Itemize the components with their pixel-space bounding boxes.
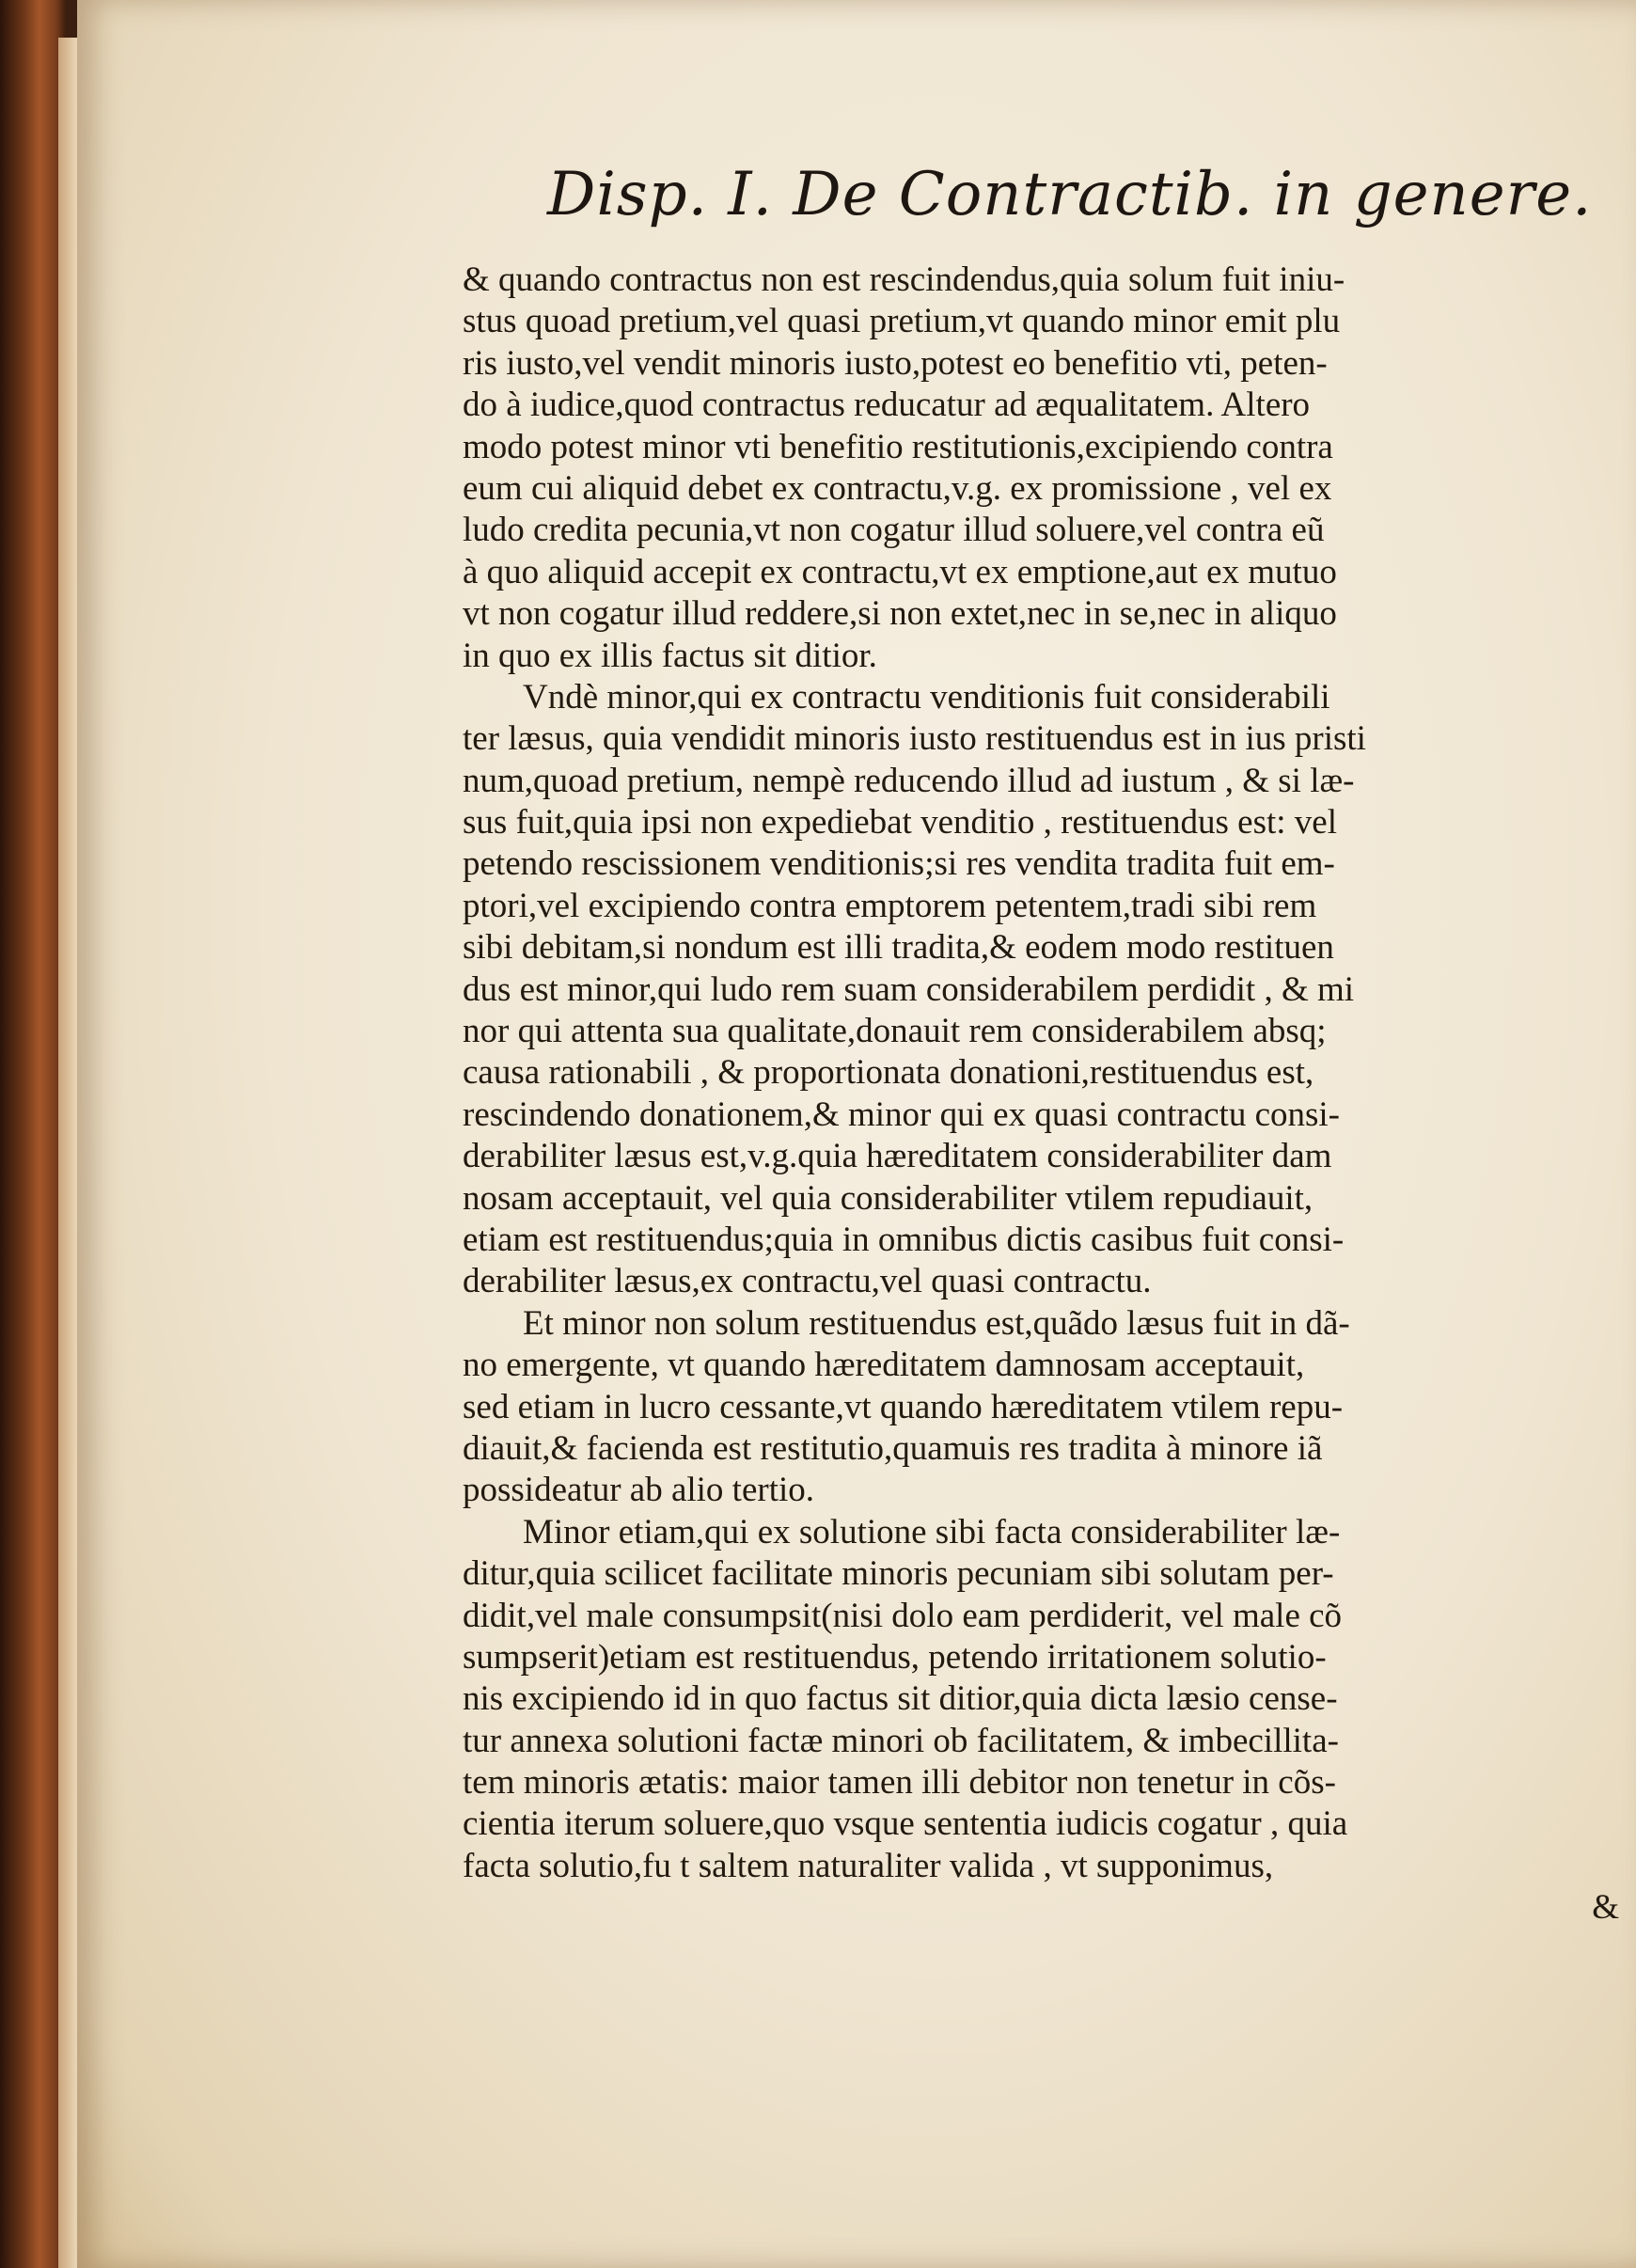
text-line: ptori,vel excipiendo contra emptorem petentem,tradi sibi rem bbox=[463, 886, 1317, 925]
text-line: tur annexa solutioni factæ minori ob facilitatem, & imbecillita- bbox=[463, 1721, 1339, 1760]
text-line: derabiliter læsus,ex contractu,vel quasi contractu. bbox=[463, 1262, 1152, 1301]
text-line: nor qui attenta sua qualitate,donauit rem considerabilem absq; bbox=[463, 1012, 1327, 1051]
text-line: do à iudice,quod contractus reducatur ad æqualitatem. Altero bbox=[463, 386, 1311, 425]
book-spine bbox=[0, 0, 66, 2268]
text-line: & quando contractus non est rescindendus,quia solum fuit iniu- bbox=[463, 260, 1345, 299]
book-page bbox=[77, 0, 1636, 2268]
text-line: nis excipiendo id in quo factus sit ditior,quia dicta læsio cense- bbox=[463, 1679, 1338, 1719]
text-line: no emergente, vt quando hæreditatem damnosam acceptauit, bbox=[463, 1346, 1305, 1385]
text-line: ditur,quia scilicet facilitate minoris pecuniam sibi solutam per- bbox=[463, 1554, 1334, 1594]
text-line: nosam acceptauit, vel quia considerabiliter vtilem repudiauit, bbox=[463, 1178, 1314, 1218]
text-line: petendo rescissionem venditionis;si res vendita tradita fuit em- bbox=[463, 844, 1335, 884]
text-line: ter læsus, quia vendidit minoris iusto restituendus est in ius pristi bbox=[463, 719, 1366, 759]
text-line: modo potest minor vti benefitio restitutionis,excipiendo contra bbox=[463, 427, 1333, 466]
text-line: in quo ex illis factus sit ditior. bbox=[463, 636, 877, 675]
text-line: diauit,& facienda est restitutio,quamuis res tradita à minore iã bbox=[463, 1428, 1323, 1468]
running-head: Disp. I. De Contractib. in genere. bbox=[547, 160, 1593, 229]
text-line: sus fuit,quia ipsi non expediebat venditio , restituendus est: vel bbox=[463, 803, 1337, 843]
text-line: derabiliter læsus est,v.g.quia hæreditatem considerabiliter dam bbox=[463, 1137, 1332, 1176]
body-text bbox=[463, 260, 1628, 1929]
catchword: & bbox=[1592, 1888, 1619, 1928]
text-line: sed etiam in lucro cessante,vt quando hæreditatem vtilem repu- bbox=[463, 1387, 1344, 1426]
text-line: eum cui aliquid debet ex contractu,v.g. ex promissione , vel ex bbox=[463, 468, 1332, 508]
text-line: etiam est restituendus;quia in omnibus dictis casibus fuit consi- bbox=[463, 1220, 1345, 1259]
text-line: ris iusto,vel vendit minoris iusto,potest eo benefitio vti, peten- bbox=[463, 343, 1328, 383]
text-line: Minor etiam,qui ex solutione sibi facta considerabiliter læ- bbox=[523, 1512, 1341, 1551]
text-line: tem minoris ætatis: maior tamen illi debitor non tenetur in cõs- bbox=[463, 1763, 1336, 1803]
text-line: sumpserit)etiam est restituendus, petendo irritationem solutio- bbox=[463, 1637, 1327, 1677]
text-line: Et minor non solum restituendus est,quãdo læsus fuit in dã- bbox=[523, 1303, 1350, 1343]
text-line: possideatur ab alio tertio. bbox=[463, 1471, 815, 1510]
text-line: sibi debitam,si nondum est illi tradita,& eodem modo restituen bbox=[463, 928, 1334, 968]
text-line: facta solutio,fu t saltem naturaliter valida , vt supponimus, bbox=[463, 1846, 1274, 1885]
text-line: vt non cogatur illud reddere,si non extet,nec in se,nec in aliquo bbox=[463, 594, 1337, 634]
text-line: rescindendo donationem,& minor qui ex quasi contractu consi- bbox=[463, 1095, 1340, 1134]
text-line: didit,vel male consumpsit(nisi dolo eam perdiderit, vel male cõ bbox=[463, 1596, 1343, 1635]
text-line: à quo aliquid accepit ex contractu,vt ex emptione,aut ex mutuo bbox=[463, 552, 1337, 591]
text-line: Vndè minor,qui ex contractu venditionis fuit considerabili bbox=[523, 677, 1330, 717]
text-line: num,quoad pretium, nempè reducendo illud ad iustum , & si læ- bbox=[463, 761, 1355, 800]
text-line: cientia iterum soluere,quo vsque sententia iudicis cogatur , quia bbox=[463, 1804, 1348, 1844]
text-line: ludo credita pecunia,vt non cogatur illud soluere,vel contra eũ bbox=[463, 511, 1325, 550]
text-line: stus quoad pretium,vel quasi pretium,vt quando minor emit plu bbox=[463, 302, 1341, 341]
text-line: causa rationabili , & proportionata donationi,restituendus est, bbox=[463, 1053, 1314, 1093]
text-line: dus est minor,qui ludo rem suam considerabilem perdidit , & mi bbox=[463, 969, 1355, 1009]
